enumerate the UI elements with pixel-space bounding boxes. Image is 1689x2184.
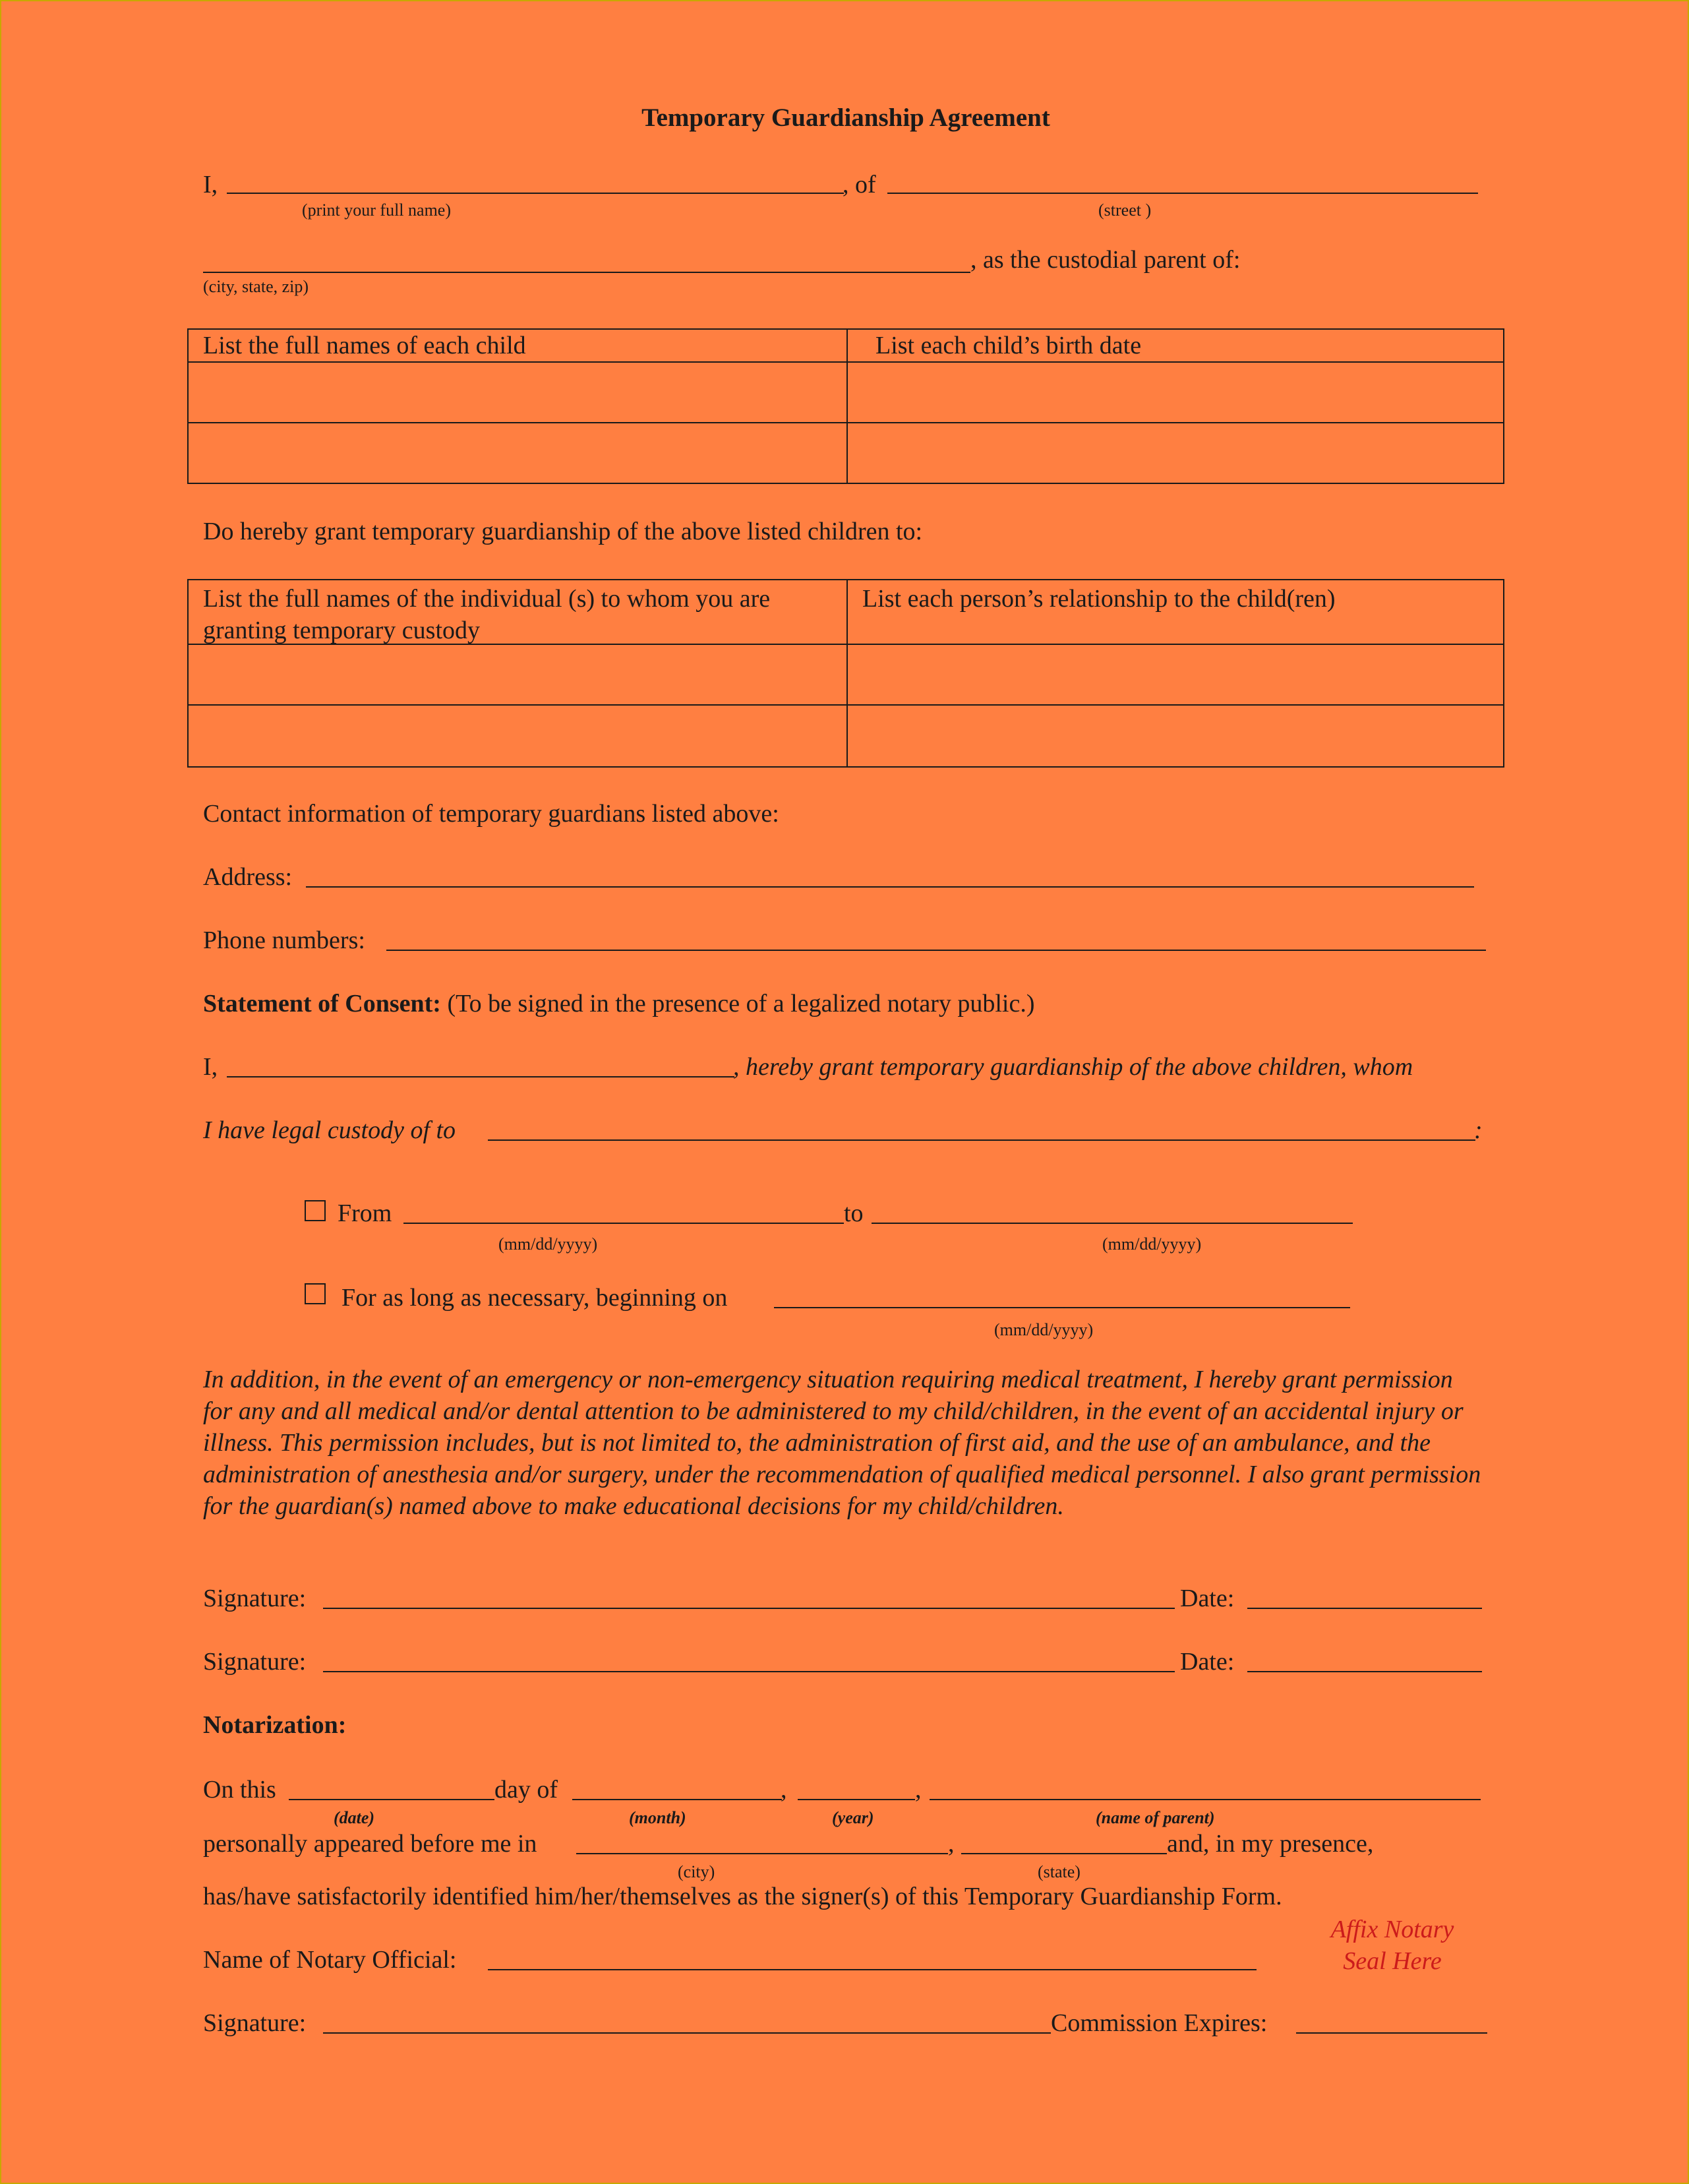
intro-of: , of [843, 171, 876, 198]
commission-label: Commission Expires: [1051, 2009, 1268, 2037]
commission-date-field[interactable] [1296, 2032, 1487, 2034]
custodial-text: , as the custodial parent of: [970, 246, 1241, 274]
notary-month-field[interactable] [572, 1799, 782, 1800]
from-date-hint: (mm/dd/yyyy) [498, 1234, 598, 1254]
guardian-name-cell[interactable] [189, 645, 846, 704]
children-col-names-header: List the full names of each child [203, 332, 526, 359]
comma-1: , [781, 1776, 787, 1804]
consent-custody-text: I have legal custody of to [203, 1116, 456, 1144]
notary-state-field[interactable] [961, 1853, 1167, 1854]
notary-date-field[interactable] [289, 1799, 494, 1800]
form-title: Temporary Guardianship Agreement [641, 104, 1050, 132]
consent-heading: Statement of Consent: [203, 990, 441, 1017]
consent-colon: : [1474, 1116, 1483, 1144]
beginning-date-field[interactable] [774, 1307, 1350, 1308]
street-field[interactable] [887, 193, 1478, 194]
notary-city-field[interactable] [576, 1853, 948, 1854]
city-state-zip-field[interactable] [203, 272, 970, 273]
affix-seal-note [1280, 1914, 1504, 1977]
consent-name-field[interactable] [227, 1076, 734, 1077]
notary-year-field[interactable] [798, 1799, 915, 1800]
long-as-label: For as long as necessary, beginning on [341, 1284, 728, 1312]
from-to-checkbox[interactable] [305, 1200, 326, 1221]
notary-name-field[interactable] [488, 1969, 1257, 1970]
from-label: From [338, 1199, 392, 1227]
identified-text: has/have satisfactorily identified him/her/themselves as the signer(s) of this Temporary Guardianship Form. [203, 1883, 1282, 1910]
phone-field[interactable] [386, 950, 1486, 951]
child-name-cell[interactable] [189, 423, 846, 483]
appeared-label: personally appeared before me in [203, 1830, 537, 1858]
child-birthdate-cell[interactable] [848, 363, 1503, 422]
city-hint: (city, state, zip) [203, 277, 309, 296]
consent-statement [203, 989, 1035, 1018]
consent-guardian-field[interactable] [488, 1139, 1475, 1141]
child-name-cell[interactable] [189, 363, 846, 422]
comma-3: , [948, 1830, 955, 1858]
date-2-label: Date: [1180, 1648, 1235, 1676]
child-birthdate-cell[interactable] [848, 423, 1503, 483]
to-label: to [844, 1199, 864, 1227]
to-date-field[interactable] [872, 1223, 1353, 1224]
guardians-col-relationship-header: List each person’s relationship to the child(ren) [862, 585, 1336, 613]
guardians-col-names-header: List the full names of the individual (s) to whom you are granting temporary custody [203, 585, 771, 644]
state-hint: (state) [1038, 1862, 1081, 1881]
year-hint: (year) [832, 1808, 874, 1827]
comma-2: , [915, 1776, 922, 1804]
full-name-field[interactable] [227, 193, 844, 194]
seal-line-2: Seal Here [1343, 1947, 1442, 1975]
date-hint: (date) [334, 1808, 375, 1827]
notary-signature-label: Signature: [203, 2009, 307, 2037]
on-this-label: On this [203, 1776, 276, 1804]
guardian-name-cell[interactable] [189, 706, 846, 765]
signature-1-field[interactable] [323, 1608, 1175, 1609]
guardian-relationship-cell[interactable] [848, 706, 1503, 765]
children-table [187, 328, 1504, 484]
address-field[interactable] [306, 886, 1474, 888]
phone-label: Phone numbers: [203, 926, 365, 954]
guardians-table [187, 579, 1504, 768]
medical-permission-paragraph: In addition, in the event of an emergency or non-emergency situation requiring medical treatment, I hereby grant permission for any and all medical and/or dental attention to be administered to my child/children, in the event of an accidental injury or illness. This permission includes, but is not limited to, the administration of first aid, and the use of an ambulance, and the administration of anesthesia and/or surgery, under the recommendation of qualified medical personnel. I also grant permission for the guardian(s) named above to make educational decisions for my child/children. [203, 1366, 1481, 1520]
consent-i: I, [203, 1053, 218, 1081]
consent-note: (To be signed in the presence of a legalized notary public.) [447, 990, 1035, 1017]
seal-line-1: Affix Notary [1330, 1916, 1454, 1943]
intro-i: I, [203, 171, 218, 198]
grant-text: Do hereby grant temporary guardianship of the above listed children to: [203, 518, 923, 545]
from-date-field[interactable] [403, 1223, 844, 1224]
beginning-date-hint: (mm/dd/yyyy) [994, 1320, 1094, 1339]
name-hint: (print your full name) [302, 200, 451, 220]
signature-2-field[interactable] [323, 1671, 1175, 1672]
notary-name-label: Name of Notary Official: [203, 1946, 457, 1974]
contact-heading: Contact information of temporary guardians listed above: [203, 800, 779, 828]
to-date-hint: (mm/dd/yyyy) [1102, 1234, 1202, 1254]
date-2-field[interactable] [1247, 1671, 1482, 1672]
guardian-relationship-cell[interactable] [848, 645, 1503, 704]
long-as-necessary-checkbox[interactable] [305, 1283, 326, 1304]
children-col-birthdate-header: List each child’s birth date [875, 332, 1142, 359]
date-1-field[interactable] [1247, 1608, 1482, 1609]
city-hint: (city) [678, 1862, 715, 1881]
street-hint: (street ) [1098, 200, 1152, 220]
presence-text: and, in my presence, [1167, 1830, 1374, 1858]
signature-1-label: Signature: [203, 1585, 307, 1612]
month-hint: (month) [629, 1808, 686, 1827]
parent-name-field[interactable] [930, 1799, 1481, 1800]
day-of-label: day of [494, 1776, 558, 1804]
consent-hereby-text: , hereby grant temporary guardianship of the above children, whom [733, 1053, 1413, 1081]
notary-signature-field[interactable] [323, 2032, 1051, 2034]
address-label: Address: [203, 863, 293, 891]
date-1-label: Date: [1180, 1585, 1235, 1612]
notarization-heading: Notarization: [203, 1711, 347, 1739]
parent-name-hint: (name of parent) [1096, 1808, 1215, 1827]
signature-2-label: Signature: [203, 1648, 307, 1676]
